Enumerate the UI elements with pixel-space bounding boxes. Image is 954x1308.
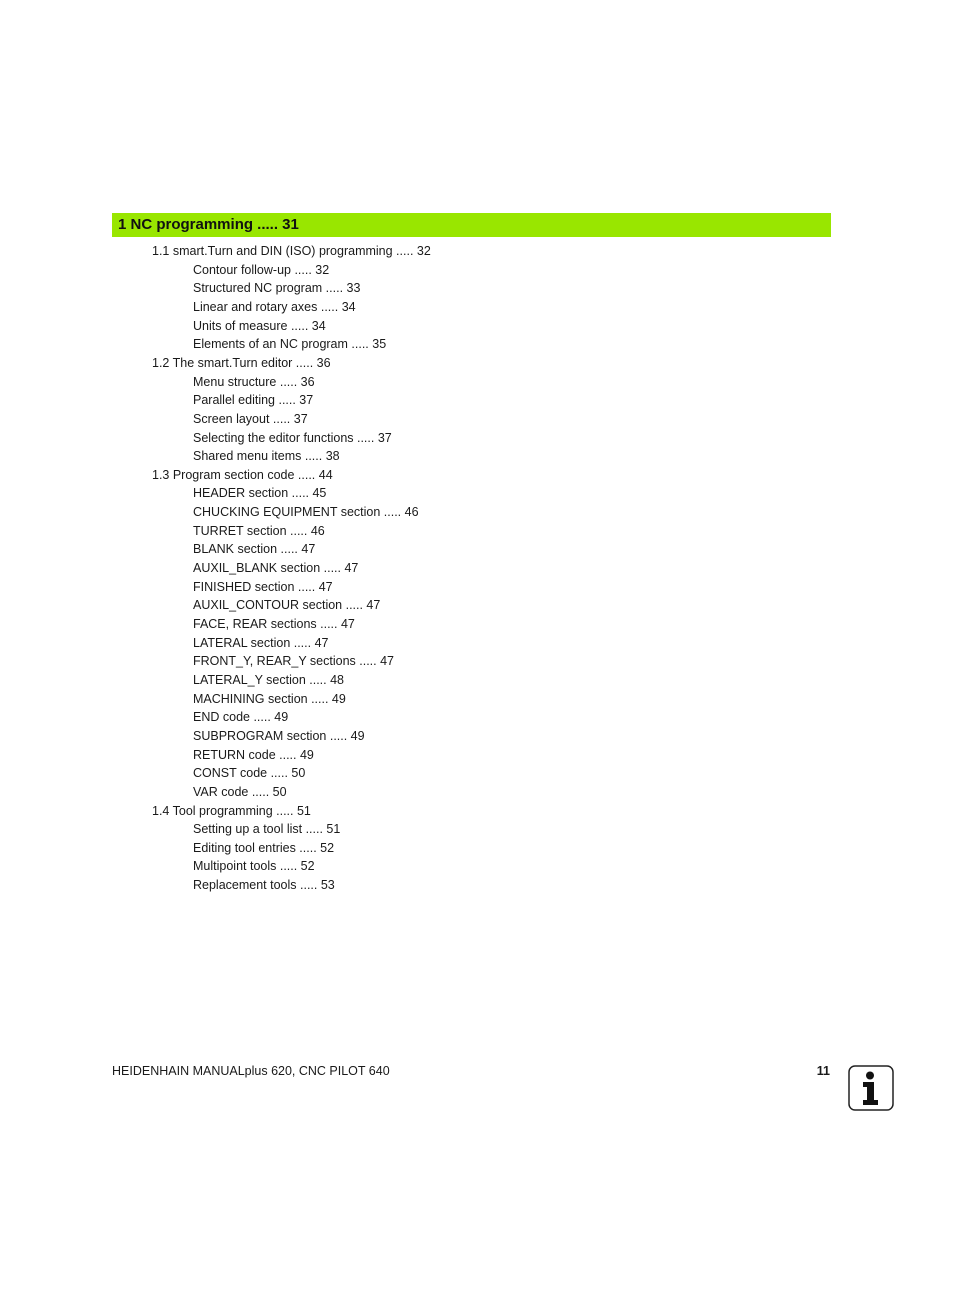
toc-subsection-entry[interactable]: Units of measure ..... 34 <box>193 318 326 333</box>
toc-subsection-entry[interactable]: END code ..... 49 <box>193 710 289 725</box>
toc-section-entry[interactable]: 1.1 smart.Turn and DIN (ISO) programming ..... 32 <box>152 244 431 258</box>
toc-subsection-entry[interactable]: Structured NC program ..... 33 <box>193 281 361 296</box>
toc-subsection-entry[interactable]: Selecting the editor functions ..... 37 <box>193 430 392 445</box>
toc-subsection-entry[interactable]: Elements of an NC program ..... 35 <box>193 337 387 352</box>
toc-subsection-entry[interactable]: Screen layout ..... 37 <box>193 411 308 426</box>
toc-subsection-entry[interactable]: Parallel editing ..... 37 <box>193 393 314 408</box>
chapter-heading-bar <box>112 213 831 237</box>
toc-section-entry[interactable]: 1.4 Tool programming ..... 51 <box>152 803 311 818</box>
toc-subsection-entry[interactable]: AUXIL_BLANK section ..... 47 <box>193 561 359 575</box>
toc-subsection-entry[interactable]: Replacement tools ..... 53 <box>193 878 335 893</box>
toc-subsection-entry[interactable]: Multipoint tools ..... 52 <box>193 859 315 874</box>
toc-section-entry[interactable]: 1.3 Program section code ..... 44 <box>152 467 333 482</box>
toc-subsection-entry[interactable]: Editing tool entries ..... 52 <box>193 840 335 855</box>
toc-subsection-entry[interactable]: MACHINING section ..... 49 <box>193 691 346 706</box>
toc-subsection-entry[interactable]: LATERAL section ..... 47 <box>193 635 329 650</box>
toc-subsection-entry[interactable]: TURRET section ..... 46 <box>193 523 325 538</box>
toc-subsection-entry[interactable]: CONST code ..... 50 <box>193 766 306 781</box>
toc-subsection-entry[interactable]: SUBPROGRAM section ..... 49 <box>193 728 365 743</box>
footer-title: HEIDENHAIN MANUALplus 620, CNC PILOT 640 <box>112 1064 390 1078</box>
toc-subsection-entry[interactable]: Contour follow-up ..... 32 <box>193 262 330 277</box>
toc-subsection-entry[interactable]: Menu structure ..... 36 <box>193 374 315 389</box>
toc-subsection-entry[interactable]: FRONT_Y, REAR_Y sections ..... 47 <box>193 654 395 669</box>
toc-subsection-entry[interactable]: Linear and rotary axes ..... 34 <box>193 299 356 314</box>
toc-subsection-entry[interactable]: BLANK section ..... 47 <box>193 542 316 557</box>
toc-subsection-entry[interactable]: AUXIL_CONTOUR section ..... 47 <box>193 598 381 613</box>
toc-subsection-entry[interactable]: Setting up a tool list ..... 51 <box>193 822 341 837</box>
toc-subsection-entry[interactable]: RETURN code ..... 49 <box>193 747 314 762</box>
toc-section-entry[interactable]: 1.2 The smart.Turn editor ..... 36 <box>152 355 331 370</box>
toc-subsection-entry[interactable]: CHUCKING EQUIPMENT section ..... 46 <box>193 505 419 520</box>
chapter-title: 1 NC programming ..... 31 <box>118 216 299 233</box>
toc-subsection-entry[interactable]: FACE, REAR sections ..... 47 <box>193 617 355 631</box>
toc-subsection-entry[interactable]: VAR code ..... 50 <box>193 784 287 799</box>
toc-subsection-entry[interactable]: HEADER section ..... 45 <box>193 486 327 501</box>
page-number: 11 <box>816 1064 830 1078</box>
toc-subsection-entry[interactable]: LATERAL_Y section ..... 48 <box>193 673 345 687</box>
toc-subsection-entry[interactable]: FINISHED section ..... 47 <box>193 579 333 594</box>
info-icon <box>848 1065 894 1111</box>
toc-subsection-entry[interactable]: Shared menu items ..... 38 <box>193 449 340 464</box>
